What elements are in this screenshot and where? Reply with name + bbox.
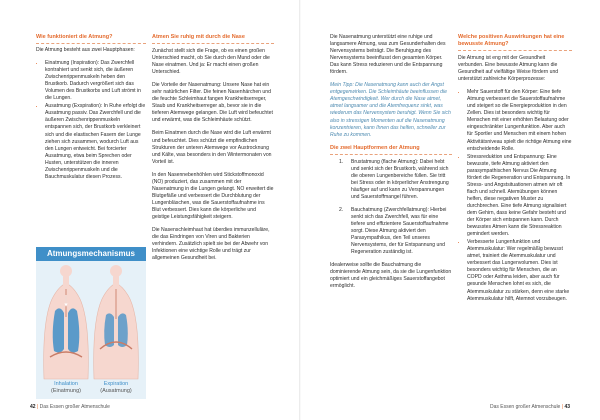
page-number: 42 — [30, 404, 36, 410]
right-page-column-1 — [330, 34, 452, 296]
list-item: • Ausatmung (Exspiration): In Ruhe erfolgt die Ausatmung passiv. Das Zwerchfell und die äußeren Zwischenrippenmuskeln entspannen sich, der Brustkorb verkleinert sich und die elastischen Fasern der Lunge ziehen sich zusammen, wodurch Luft aus den Lungen entweicht. Bei forcierter Ausatmung, etwa beim Sprechen oder Husten, unterstützen die inneren Zwischenrippenmuskeln und die Bauchmuskulatur diesen Prozess. — [45, 103, 146, 181]
bullet-list — [458, 89, 572, 302]
inhalation-torso-icon — [44, 265, 89, 379]
paragraph: In den Nasennebenhöhlen wird Stickstoffmonoxid (NO) produziert, das zusammen mit der Nasenatmung in die Lungen gelangt. NO erweitert die Blutgefäße und verbessert die Durchblutung der Lungenbläschen, was die Sauerstoffaufnahme ins Blut verbessert. Dies kann die körperliche und geistige Leistungsfähigkeit steigern. — [152, 171, 274, 220]
right-page-column-2 — [458, 34, 572, 309]
left-page-footer: 42 | Das Essen großer Atmenschule — [30, 404, 110, 410]
list-item: • Verbesserte Lungenfunktion und Atemmuskulatur: Wer regelmäßig bewusst atmet, trainiert die Atemmuskulatur und verbessert das Lungenvolumen. Dies ist besonders wichtig für Menschen, die an COPD oder Asthma leiden, aber auch für gesunde Menschen lohnt es sich, die Atemmuskulatur zu stärken, denn eine starke Atemmuskulatur hilft, Atemnot vorzubeugen. — [467, 239, 572, 302]
expiration-torso-icon — [94, 265, 139, 379]
paragraph: Beim Einatmen durch die Nase wird die Luft erwärmt und befeuchtet. Dies schützt die empfindlichen Strukturen der unteren Atemwege vor Austrocknung und Kälte, was besonders in den Wintermonaten von Vorteil ist. — [152, 130, 272, 165]
list-item: 2. Bauchatmung (Zwerchfellatmung): Hierbei senkt sich das Zwerchfell, was für eine tiefere und effizientere Sauerstoffaufnahme sorgt. Diese Atmung aktiviert den Parasympathikus, den Teil unseres Nervensystems, der für Entspannung und Regeneration zuständig ist. — [339, 206, 449, 256]
expiration-label: Expiration (Ausatmung) — [100, 381, 132, 394]
bullet-list — [36, 60, 146, 181]
figure-title: Atmungsmechanismus — [36, 247, 146, 261]
section-title: Wie funktioniert die Atmung? — [36, 34, 146, 44]
left-page-column-2 — [152, 34, 274, 268]
inhalation-label: Inhalation (Einatmung) — [51, 381, 81, 394]
left-page-column-1 — [36, 34, 146, 187]
right-page-footer: Das Essen großer Atmenschule | 43 — [490, 404, 570, 410]
lungs-illustration — [36, 261, 146, 399]
intro-text: Die Atmung besteht aus zwei Hauptphasen: — [36, 47, 135, 53]
paragraph: Zunächst stellt sich die Frage, ob es einen großen Unterschied macht, ob Sie durch den Mund oder die Nase einatmen. Und ja: Er macht einen großen Unterschied. — [152, 48, 270, 76]
paragraph: Idealerweise sollte die Bauchatmung die dominierende Atmung sein, da sie die Lungenfunktion optimiert und ein gleichmäßiges Sauerstoffangebot ermöglicht. — [330, 262, 452, 290]
paragraph: Die Nasenschleimhaut hat überdies immunzelluläre, die das Eindringen von Viren und Bakterien verhindern. Zusätzlich spielt sie bei der Abwehr von Infektionen eine wichtige Rolle und trägt zur allgemeinen Gesundheit bei. — [152, 227, 270, 262]
section-title: Atmen Sie ruhig mit durch die Nase — [152, 34, 274, 44]
numbered-list — [330, 159, 452, 257]
list-item: • Stressreduktion und Entspannung: Eine bewusste, tiefe Atmung aktiviert den parasympathischen Nervus Die Atmung fördert die Regeneration und Entspannung. In Stress- und Angstsituationen atmen wir oft flach und schnell. Atemübungen können helfen, diese negativen Muster zu durchbrechen. Eine tiefe Atmung signalisiert dem Gehirn, dass keine Gefahr besteht und der Körper sich entspannen kann. Durch bewusstes Atmen kann die Stressreaktion gemindert werden. — [467, 154, 572, 239]
paragraph: Die Nasenatmung unterstützt eine ruhige und langsamere Atmung, was zum Gesunderhalten des Nervensystems beiträgt. Die Beruhigung des Nervensystems beeinflusst den gesamten Körper. Das kann Stress reduzieren und die Entspannung fördern. — [330, 34, 446, 76]
tip-text: Mein Tipp: Die Nasenatmung kann auch der Angst entgegenwirken. Die Schleimhäute beeinflussen die Atemgeschwindigkeit. Wer durch die Nase atmet, atmet langsamer und die Atemfrequenz sinkt, was wiederum das Nervensystem beruhigt. Wenn Sie sich also in stressigen Momenten auf die Nasenatmung konzentrieren, kann Ihnen das helfen, schneller zur Ruhe zu kommen. — [330, 82, 451, 138]
section-title: Welche positiven Auswirkungen hat eine bewusste Atmung? — [458, 34, 572, 51]
page-number: 43 — [564, 404, 570, 410]
list-item: • Einatmung (Inspiration): Das Zwerchfell kontrahiert und senkt sich, die äußeren Zwischenrippenmuskeln heben den Brustkorb. Dadurch vergrößert sich das Volumen des Brustkorbs und Luft strömt in die Lungen. — [45, 60, 146, 102]
section-title: Die zwei Hauptformen der Atmung — [330, 145, 452, 155]
list-item: 1. Brustatmung (flache Atmung): Dabei hebt und senkt sich der Brustkorb, während sich die oberen Lungenbereiche füllen. Sie tritt bei Stress oder in körperlicher Anstrengung häufiger auf und kann zu Verspannungen und Sauerstoffmangel führen. — [339, 158, 449, 200]
page-gutter — [299, 0, 301, 420]
list-item: • Mehr Sauerstoff für den Körper: Eine tiefe Atmung verbessert die Sauerstoffaufnahme und steigert so die Energieproduktion in den Zellen. Dies ist besonders wichtig für Menschen mit einer erhöhten Belastung oder eingeschränkter Lungenfunktion. Aber auch für Sportler und Menschen mit einem hohen Aktivitätsniveau spielt die richtige Atmung eine entscheidende Rolle. — [467, 89, 572, 152]
footer-text: Das Essen großer Atmenschule — [39, 404, 110, 410]
intro-text: Die Atmung ist eng mit der Gesundheit verbunden. Eine bewusste Atmung kann die Gesundheit auf vielfältige Weise fördern und unterstützt zahlreiche Körperprozesse: — [458, 55, 559, 83]
paragraph: Die Vorteile der Nasenatmung: Unsere Nase hat ein sehr natürlichen Filter. Die feinen Nasenhärchen und die feuchte Schleimhaut fangen Krankheitserreger, Staub und Krankheitserreger ab, bevor sie in die tieferen Atemwege gelangen. Die Luft wird befeuchtet und erwärmt, was die Schleimhäute schützt. — [152, 82, 273, 124]
footer-text: Das Essen großer Atmenschule — [490, 404, 561, 410]
breathing-mechanism-figure — [36, 247, 146, 399]
